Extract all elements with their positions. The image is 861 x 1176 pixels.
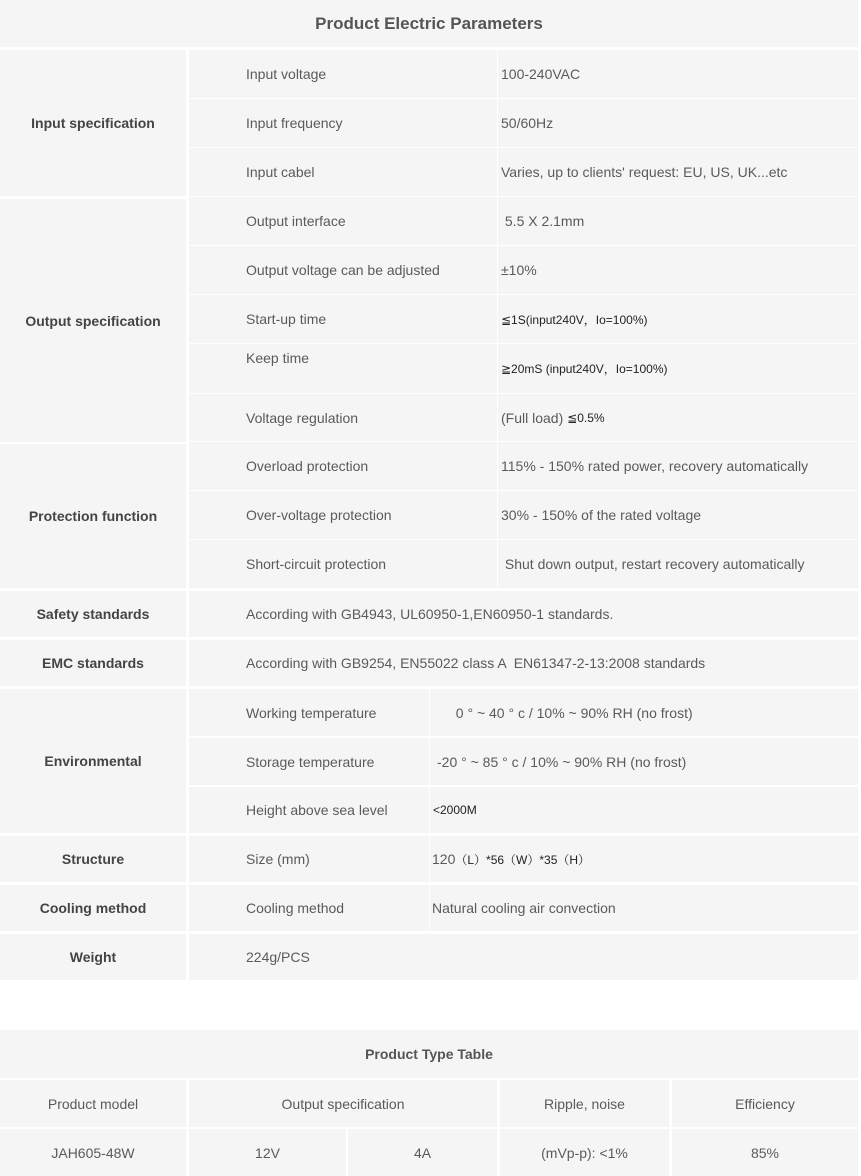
emc-standards-value: According with GB9254, EN55022 class A EN61347-2-13:2008 standards bbox=[189, 640, 858, 686]
working-temperature-label: Working temperature bbox=[189, 689, 429, 736]
cooling-method-value: Natural cooling air convection bbox=[430, 885, 858, 931]
output-current-value: 4A bbox=[348, 1129, 497, 1176]
height-above-sea-level-label: Height above sea level bbox=[189, 787, 429, 833]
voltage-regulation-condition: (Full load) bbox=[501, 409, 568, 426]
size-dimensions: （L）*56（W）*35（H） bbox=[455, 852, 591, 867]
group-cooling-method: Cooling method bbox=[0, 885, 186, 931]
input-voltage-value: 100-240VAC bbox=[498, 50, 858, 98]
output-interface-value: 5.5 X 2.1mm bbox=[498, 197, 858, 245]
input-frequency-label: Input frequency bbox=[189, 99, 497, 147]
over-voltage-protection-label: Over-voltage protection bbox=[189, 491, 497, 539]
voltage-regulation-label: Voltage regulation bbox=[189, 394, 497, 441]
output-voltage-value: 12V bbox=[189, 1129, 346, 1176]
output-voltage-adjust-label: Output voltage can be adjusted bbox=[189, 246, 497, 294]
output-interface-label: Output interface bbox=[189, 197, 497, 245]
over-voltage-protection-value: 30% - 150% of the rated voltage bbox=[498, 491, 858, 539]
input-frequency-value: 50/60Hz bbox=[498, 99, 858, 147]
group-output-specification: Output specification bbox=[0, 199, 186, 442]
input-voltage-label: Input voltage bbox=[189, 50, 497, 98]
safety-standards-value: According with GB4943, UL60950-1,EN60950-1 standards. bbox=[189, 591, 858, 637]
height-above-sea-level-value: <2000M bbox=[430, 787, 858, 833]
product-model-value: JAH605-48W bbox=[0, 1129, 186, 1176]
header-output-specification: Output specification bbox=[189, 1080, 497, 1127]
short-circuit-protection-value: Shut down output, restart recovery automatically bbox=[498, 540, 858, 588]
size-value bbox=[430, 836, 858, 882]
header-efficiency: Efficiency bbox=[672, 1080, 858, 1127]
working-temperature-value: 0 ° ~ 40 ° c / 10% ~ 90% RH (no frost) bbox=[430, 689, 858, 736]
section-spacer bbox=[0, 981, 861, 1030]
params-title: Product Electric Parameters bbox=[0, 0, 858, 47]
startup-time-label: Start-up time bbox=[189, 295, 497, 343]
output-voltage-adjust-value: ±10% bbox=[498, 246, 858, 294]
group-protection-function: Protection function bbox=[0, 444, 186, 588]
ripple-noise-value: (mVp-p): <1% bbox=[500, 1129, 669, 1176]
short-circuit-protection-label: Short-circuit protection bbox=[189, 540, 497, 588]
type-table-title: Product Type Table bbox=[0, 1030, 858, 1078]
cooling-method-label: Cooling method bbox=[189, 885, 429, 931]
header-ripple-noise: Ripple, noise bbox=[500, 1080, 669, 1127]
weight-value: 224g/PCS bbox=[189, 934, 858, 980]
group-safety-standards: Safety standards bbox=[0, 591, 186, 637]
input-cabel-label: Input cabel bbox=[189, 148, 497, 196]
efficiency-value: 85% bbox=[672, 1129, 858, 1176]
keep-time-label: Keep time bbox=[189, 344, 497, 393]
group-emc-standards: EMC standards bbox=[0, 640, 186, 686]
size-length: 120 bbox=[432, 851, 456, 867]
storage-temperature-value: -20 ° ~ 85 ° c / 10% ~ 90% RH (no frost) bbox=[430, 738, 858, 785]
input-cabel-value: Varies, up to clients' request: EU, US, UK...etc bbox=[498, 148, 858, 196]
overload-protection-value: 115% - 150% rated power, recovery automatically bbox=[498, 442, 858, 490]
size-label: Size (mm) bbox=[189, 836, 429, 882]
header-product-model: Product model bbox=[0, 1080, 186, 1127]
voltage-regulation-value bbox=[498, 394, 858, 441]
startup-time-value: ≦1S(input240V，Io=100%) bbox=[498, 295, 858, 343]
overload-protection-label: Overload protection bbox=[189, 442, 497, 490]
group-structure: Structure bbox=[0, 836, 186, 882]
keep-time-value: ≧20mS (input240V，Io=100%) bbox=[498, 344, 858, 393]
group-environmental: Environmental bbox=[0, 689, 186, 833]
group-weight: Weight bbox=[0, 934, 186, 980]
storage-temperature-label: Storage temperature bbox=[189, 738, 429, 785]
voltage-regulation-limit: ≦0.5% bbox=[567, 410, 605, 425]
group-input-specification: Input specification bbox=[0, 50, 186, 196]
